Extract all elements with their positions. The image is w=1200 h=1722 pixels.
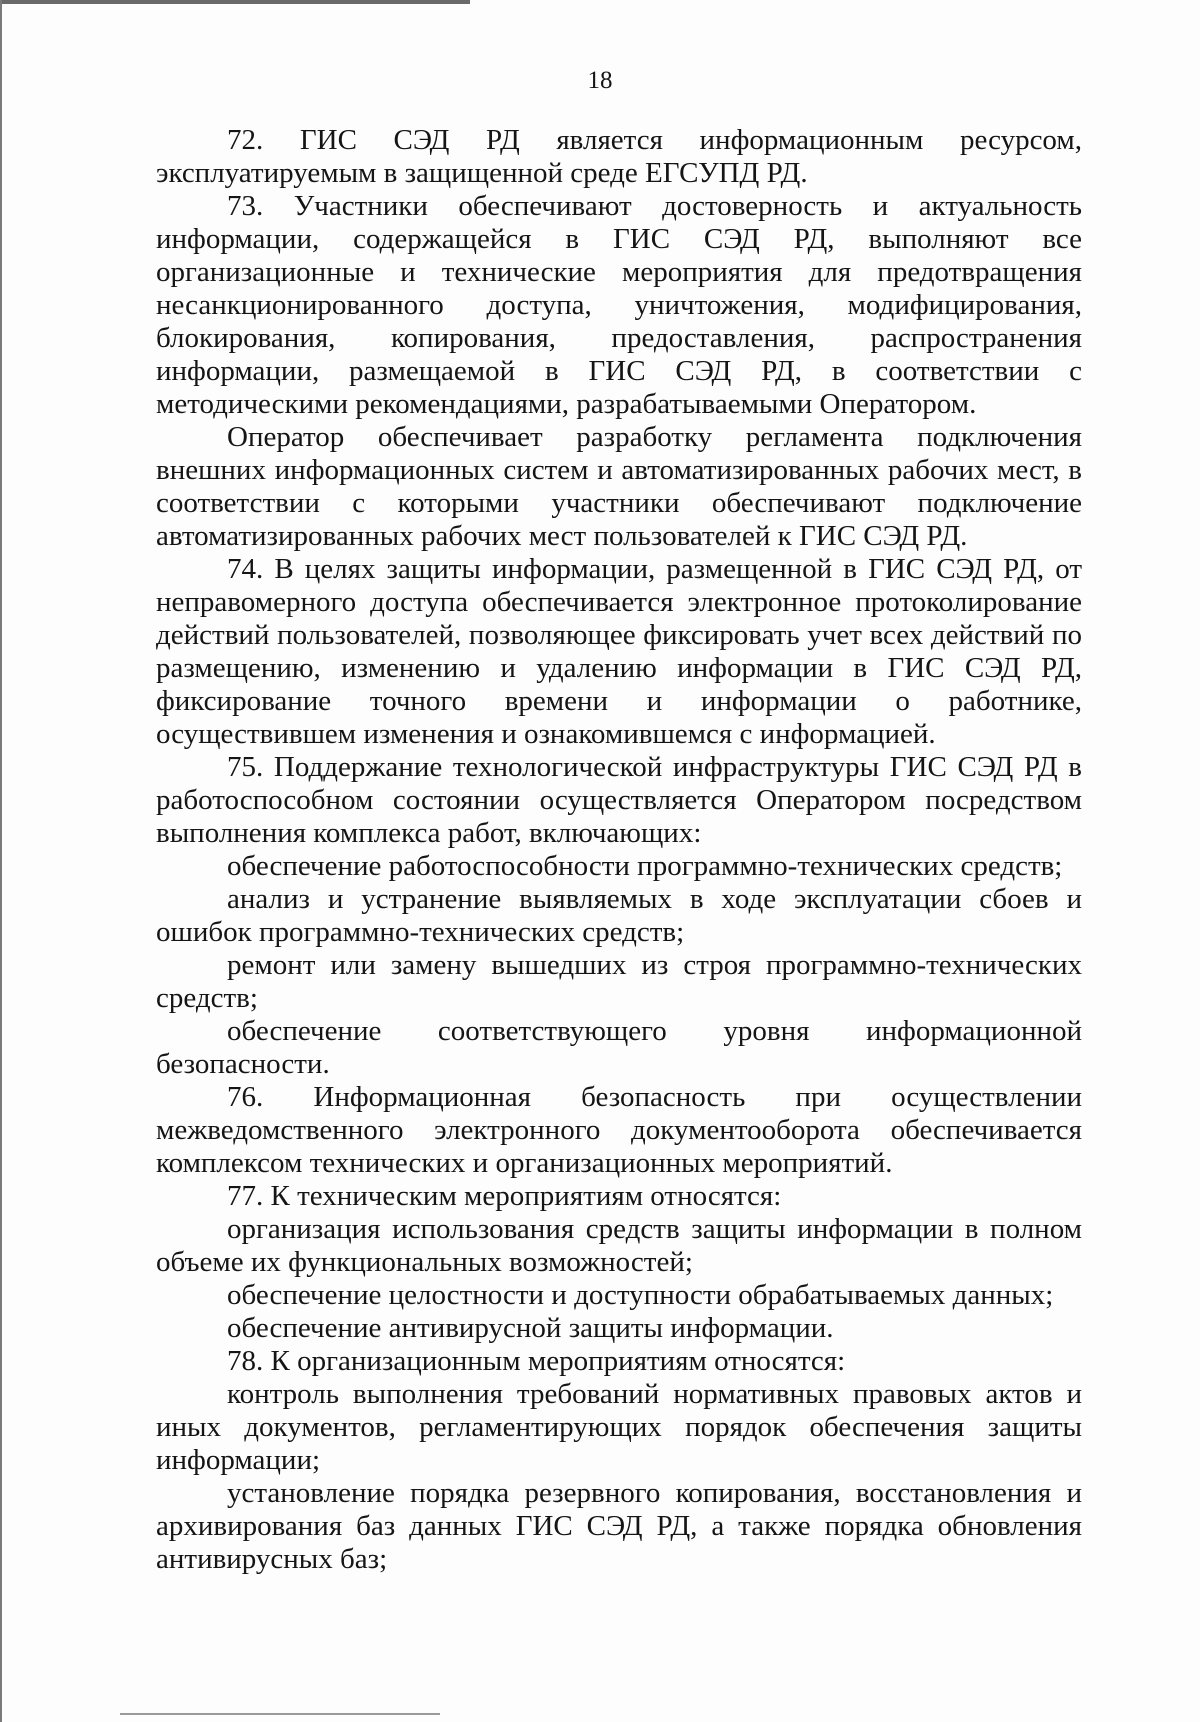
paragraph-76: 76. Информационная безопасность при осуществлении межведомственного электронного документооборота обеспечивается комплексом технических и организационных мероприятий. (156, 1081, 1082, 1179)
list-item-77-1: организация использования средств защиты информации в полном объеме их функциональных возможностей; (156, 1213, 1082, 1278)
list-item-75-1: обеспечение работоспособности программно-технических средств; (227, 850, 1063, 882)
paragraph-72: 72. ГИС СЭД РД является информационным ресурсом, эксплуатируемым в защищенной среде ЕГСУПД РД. (156, 124, 1082, 189)
paragraph-74: 74. В целях защиты информации, размещенной в ГИС СЭД РД, от неправомерного доступа обеспечивается электронное протоколирование действий пользователей, позволяющее фиксировать учет всех действий по размещению, изменению и удалению информации в ГИС СЭД РД, фиксирование точного времени и информации о работнике, осуществившем изменения и ознакомившемся с информацией. (156, 553, 1082, 750)
list-item-77-2: обеспечение целостности и доступности обрабатываемых данных; (227, 1279, 1054, 1311)
page-number: 18 (587, 67, 613, 94)
scan-edge-bottom (120, 1713, 440, 1715)
paragraph-73: 73. Участники обеспечивают достоверность и актуальность информации, содержащейся в ГИС СЭД РД, выполняют все организационные и технические мероприятия для предотвращения несанкционированного доступа, уничтожения, модифицирования, блокирования, копирования, предоставления, распространения информации, размещаемой в ГИС СЭД РД, в соответствии с методическими рекомендациями, разрабатываемыми Оператором. (156, 190, 1082, 420)
scan-edge-left (0, 0, 2, 1722)
paragraph-78: 78. К организационным мероприятиям относятся: (227, 1345, 846, 1377)
list-item-75-3: ремонт или замену вышедших из строя программно-технических средств; (156, 949, 1082, 1014)
list-item-75-4: обеспечение соответствующего уровня информационной безопасности. (156, 1015, 1082, 1080)
paragraph-73-operator: Оператор обеспечивает разработку регламента подключения внешних информационных систем и автоматизированных рабочих мест, в соответствии с которыми участники обеспечивают подключение автоматизированных рабочих мест пользователей к ГИС СЭД РД. (156, 421, 1082, 552)
document-body (156, 124, 1082, 1576)
list-item-78-1: контроль выполнения требований нормативных правовых актов и иных документов, регламентирующих порядок обеспечения защиты информации; (156, 1378, 1082, 1476)
paragraph-75: 75. Поддержание технологической инфраструктуры ГИС СЭД РД в работоспособном состоянии осуществляется Оператором посредством выполнения комплекса работ, включающих: (156, 751, 1082, 849)
list-item-75-2: анализ и устранение выявляемых в ходе эксплуатации сбоев и ошибок программно-технических средств; (156, 883, 1082, 948)
list-item-77-3: обеспечение антивирусной защиты информации. (227, 1312, 834, 1344)
list-item-78-2: установление порядка резервного копирования, восстановления и архивирования баз данных ГИС СЭД РД, а также порядка обновления антивирусных баз; (156, 1477, 1082, 1575)
paragraph-77: 77. К техническим мероприятиям относятся: (227, 1180, 782, 1212)
scan-edge-top (0, 0, 470, 4)
